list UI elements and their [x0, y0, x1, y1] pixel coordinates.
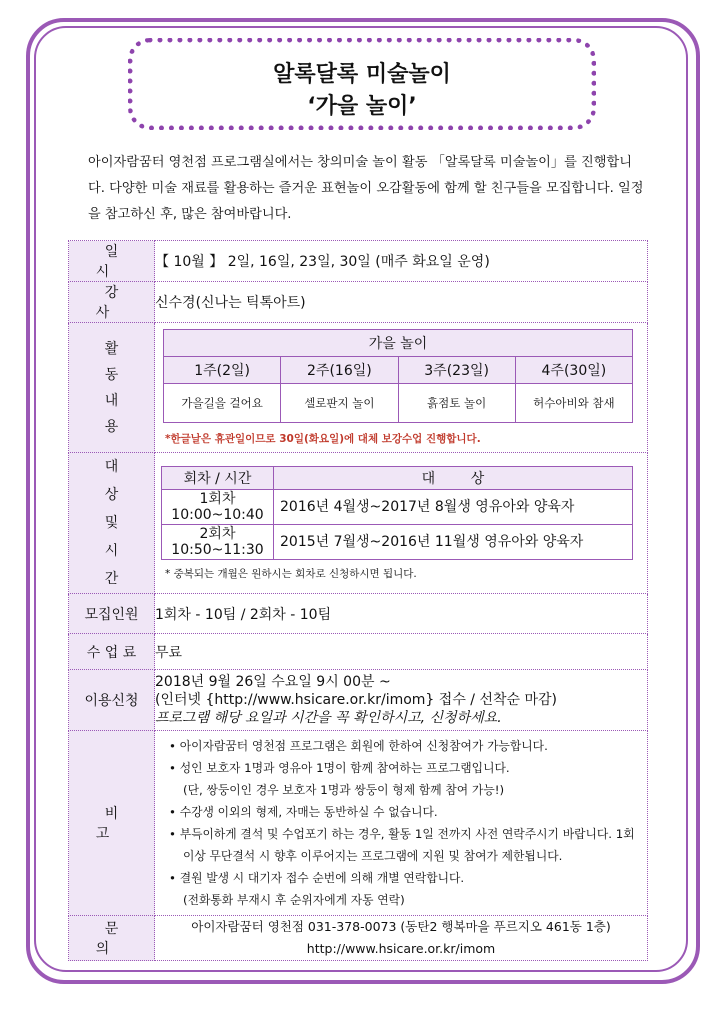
- contact-label: 문 의: [69, 916, 155, 961]
- fee-label: 수 업 료: [69, 634, 155, 670]
- target-session-1: 1회차 10:00~10:40: [162, 489, 274, 524]
- row-activity: [69, 323, 648, 453]
- target-label: 대 상 및 시 간: [69, 453, 155, 594]
- row-apply: [69, 670, 648, 731]
- recruit-value: 1회차 - 10팀 / 2회차 - 10팀: [155, 594, 648, 634]
- remarks-label: 비 고: [69, 731, 155, 916]
- remark-3: • 수강생 이외의 형제, 자매는 동반하실 수 없습니다.: [169, 805, 438, 819]
- recruit-label: 모집인원: [69, 594, 155, 634]
- activity-table: [163, 329, 633, 423]
- target-session-2: 2회차 10:50~11:30: [162, 524, 274, 559]
- week-2: 2주(16일): [281, 357, 398, 384]
- activity-header: 가을 놀이: [164, 330, 633, 357]
- row-remarks: [69, 731, 648, 916]
- instructor-label: 강 사: [69, 282, 155, 323]
- remark-5-sub: (전화통화 부재시 후 순위자에게 자동 연락): [183, 893, 405, 907]
- apply-line1: 2018년 9월 26일 수요일 9시 00분 ~: [155, 674, 391, 690]
- target-note: * 중복되는 개월은 원하시는 회차로 신청하시면 됩니다.: [165, 567, 417, 580]
- activity-item-2: 셀로판지 놀이: [281, 384, 398, 423]
- activity-cell: [155, 323, 648, 453]
- row-recruit: [69, 594, 648, 634]
- apply-label: 이용신청: [69, 670, 155, 731]
- week-3: 3주(23일): [398, 357, 515, 384]
- title-line1: 알록달록 미술놀이: [273, 62, 451, 87]
- activity-item-3: 흙점토 놀이: [398, 384, 515, 423]
- instructor-value: 신수경(신나는 틱톡아트): [155, 282, 648, 323]
- target-value-2: 2015년 7월생~2016년 11월생 영유아와 양육자: [274, 524, 633, 559]
- intro-text: 아이자람꿈터 영천점 프로그램실에서는 창의미술 놀이 활동 「알록달록 미술놀이」를 진행합니다. 다양한 미술 재료를 활용하는 즐거운 표현놀이 오감활동에 함께 할 친구들을 모집합니다. 일정을 참고하신 후, 많은 참여바랍니다.: [88, 155, 644, 222]
- activity-note: *한글날은 휴관일이므로 30일(화요일)에 대체 보강수업 진행합니다.: [165, 433, 481, 445]
- remark-4: • 부득이하게 결석 및 수업포기 하는 경우, 활동 1일 전까지 사전 연락주시기 바랍니다. 1회 이상 무단결석 시 향후 이루어지는 프로그램에 지원 및 참여가 제한됩니다.: [169, 827, 635, 863]
- activity-label: 활 동 내 용: [69, 323, 155, 453]
- activity-item-4: 허수아비와 참새: [515, 384, 632, 423]
- activity-item-1: 가을길을 걸어요: [164, 384, 281, 423]
- contact-line1: 아이자람꿈터 영천점 031-378-0073 (동탄2 행복마을 푸르지오 461동 1층): [191, 919, 611, 934]
- remark-2-sub: (단, 쌍둥이인 경우 보호자 1명과 쌍둥이 형제 함께 참여 가능!): [183, 783, 505, 797]
- row-instructor: [69, 282, 648, 323]
- remarks-cell: [155, 731, 648, 916]
- schedule-value: 【 10월 】 2일, 16일, 23일, 30일 (매주 화요일 운영): [155, 241, 648, 282]
- apply-line2: (인터넷 {http://www.hsicare.or.kr/imom} 접수 / 선착순 마감): [155, 692, 557, 708]
- remark-1: • 아이자람꿈터 영천점 프로그램은 회원에 한하여 신청참여가 가능합니다.: [169, 739, 548, 753]
- row-fee: [69, 634, 648, 670]
- title-line2: ‘가을 놀이’: [307, 94, 417, 119]
- target-table: [161, 466, 633, 560]
- target-value-1: 2016년 4월생~2017년 8월생 영유아와 양육자: [274, 489, 633, 524]
- remarks-list: [155, 735, 647, 911]
- info-table: [68, 240, 648, 961]
- contact-cell: [155, 916, 648, 961]
- contact-url[interactable]: http://www.hsicare.or.kr/imom: [306, 941, 496, 956]
- week-4: 4주(30일): [515, 357, 632, 384]
- row-target: [69, 453, 648, 594]
- title-box: [128, 38, 596, 130]
- remark-5: • 결원 발생 시 대기자 접수 순번에 의해 개별 연락합니다.: [169, 871, 465, 885]
- target-cell: [155, 453, 648, 594]
- remark-2: • 성인 보호자 1명과 영유아 1명이 함께 참여하는 프로그램입니다.: [169, 761, 510, 775]
- row-schedule: [69, 241, 648, 282]
- apply-cell: [155, 670, 648, 731]
- fee-value: 무료: [155, 634, 648, 670]
- week-1: 1주(2일): [164, 357, 281, 384]
- apply-line3: 프로그램 해당 요일과 시간을 꼭 확인하시고, 신청하세요.: [155, 710, 502, 726]
- target-col-session: 회차 / 시간: [162, 466, 274, 489]
- schedule-label: 일 시: [69, 241, 155, 282]
- row-contact: [69, 916, 648, 961]
- target-col-target: 대 상: [274, 466, 633, 489]
